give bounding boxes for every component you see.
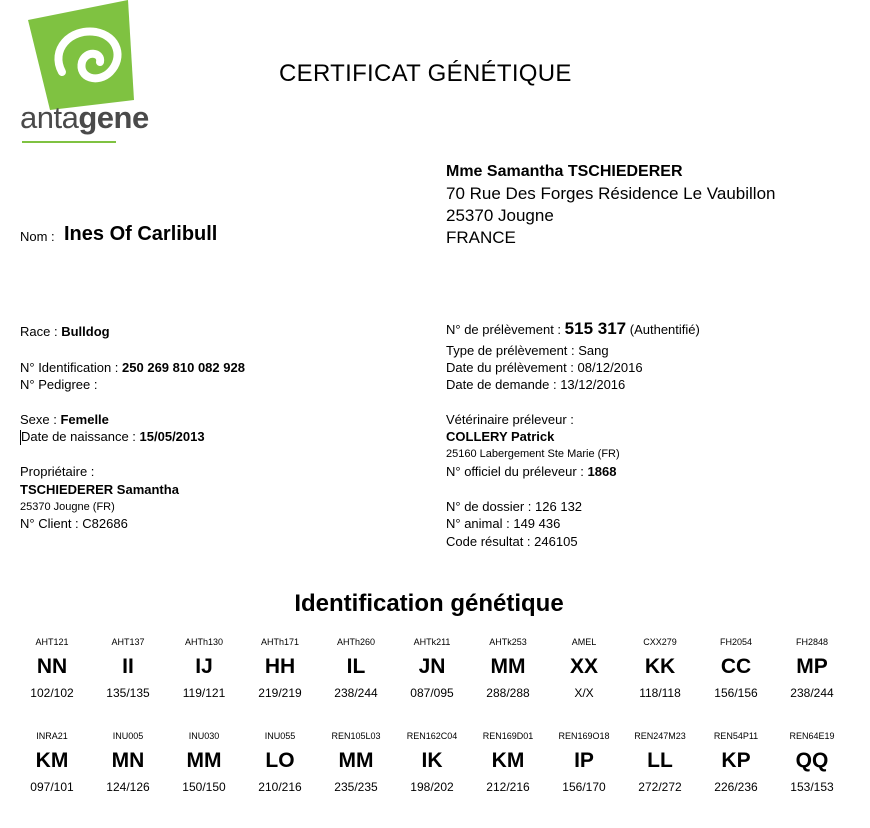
veterinaire-label: Vétérinaire préleveur : bbox=[446, 412, 574, 427]
marker-name: AHTk211 bbox=[413, 637, 451, 647]
client-field: N° Client : C82686 bbox=[20, 516, 128, 531]
address-line2: 25370 Jougne bbox=[446, 206, 554, 225]
race-field: Race : Bulldog bbox=[20, 324, 110, 339]
genotype-value: NN bbox=[36, 655, 68, 678]
genotype-value: MN bbox=[111, 749, 145, 772]
marker-name: REN162C04 bbox=[406, 731, 458, 741]
allele-sizes: 226/236 bbox=[714, 780, 758, 794]
genotype-value: JN bbox=[418, 655, 446, 678]
marker-name: INU055 bbox=[264, 731, 296, 741]
marker-name: REN169O18 bbox=[558, 731, 610, 741]
allele-sizes: 235/235 bbox=[334, 780, 378, 794]
genotype-value: KM bbox=[491, 749, 525, 772]
marker-name: AMEL bbox=[571, 637, 597, 647]
marker-name: AHTh130 bbox=[184, 637, 224, 647]
genotype-row-2 bbox=[14, 729, 850, 795]
genotype-cell bbox=[698, 729, 774, 795]
genotype-cell bbox=[242, 635, 318, 701]
genotype-value: LO bbox=[265, 749, 295, 772]
marker-name: REN105L03 bbox=[331, 731, 381, 741]
allele-sizes: X/X bbox=[574, 686, 594, 700]
type-prelevement-field: Type de prélèvement : Sang bbox=[446, 343, 609, 358]
genotype-cell bbox=[394, 729, 470, 795]
genotype-cell bbox=[470, 635, 546, 701]
proprietaire-label: Propriétaire : bbox=[20, 464, 95, 479]
genotype-cell bbox=[242, 729, 318, 795]
nom-label: Nom : bbox=[20, 229, 55, 244]
genotype-cell bbox=[698, 635, 774, 701]
allele-sizes: 102/102 bbox=[30, 686, 74, 700]
genotype-cell bbox=[394, 635, 470, 701]
genotype-value: HH bbox=[264, 655, 296, 678]
marker-name: AHTh171 bbox=[260, 637, 300, 647]
naissance-field: Date de naissance : 15/05/2013 bbox=[21, 429, 205, 444]
genotype-value: CC bbox=[720, 655, 752, 678]
allele-sizes: 238/244 bbox=[790, 686, 834, 700]
allele-sizes: 219/219 bbox=[258, 686, 302, 700]
genotype-value: MM bbox=[490, 655, 526, 678]
document-title: CERTIFICAT GÉNÉTIQUE bbox=[279, 60, 572, 87]
genotype-cell bbox=[546, 729, 622, 795]
genotype-cell bbox=[90, 729, 166, 795]
genotype-value: MM bbox=[338, 749, 374, 772]
allele-sizes: 212/216 bbox=[486, 780, 530, 794]
dog-name: Ines Of Carlibull bbox=[64, 223, 218, 245]
genotype-cell bbox=[90, 635, 166, 701]
veterinaire-city: 25160 Labergement Ste Marie (FR) bbox=[446, 448, 620, 460]
allele-sizes: 150/150 bbox=[182, 780, 226, 794]
genotype-cell bbox=[546, 635, 622, 701]
genotype-cell bbox=[318, 729, 394, 795]
genotype-cell bbox=[14, 729, 90, 795]
marker-name: REN247M23 bbox=[634, 731, 686, 741]
genotype-cell bbox=[622, 635, 698, 701]
genotype-value: IJ bbox=[195, 655, 213, 678]
address-line1: 70 Rue Des Forges Résidence Le Vaubillon bbox=[446, 184, 776, 203]
marker-name: FH2054 bbox=[719, 637, 753, 647]
allele-sizes: 272/272 bbox=[638, 780, 682, 794]
genotype-value: KM bbox=[35, 749, 69, 772]
genotype-value: KP bbox=[721, 749, 751, 772]
marker-name: AHT121 bbox=[35, 637, 69, 647]
allele-sizes: 210/216 bbox=[258, 780, 302, 794]
genotype-cell bbox=[622, 729, 698, 795]
marker-name: INU005 bbox=[112, 731, 144, 741]
genotype-cell bbox=[470, 729, 546, 795]
allele-sizes: 153/153 bbox=[790, 780, 834, 794]
animal-field: N° animal : 149 436 bbox=[446, 516, 561, 531]
address-country: FRANCE bbox=[446, 228, 516, 247]
allele-sizes: 238/244 bbox=[334, 686, 378, 700]
allele-sizes: 156/156 bbox=[714, 686, 758, 700]
genotype-value: IL bbox=[346, 655, 366, 678]
genotype-cell bbox=[318, 635, 394, 701]
genotype-value: II bbox=[122, 655, 134, 678]
genotype-value: IK bbox=[421, 749, 443, 772]
address-name: Mme Samantha TSCHIEDERER bbox=[446, 163, 683, 180]
genotype-cell bbox=[774, 729, 850, 795]
date-prelevement-field: Date du prélèvement : 08/12/2016 bbox=[446, 360, 643, 375]
allele-sizes: 135/135 bbox=[106, 686, 150, 700]
proprietaire-city: 25370 Jougne (FR) bbox=[20, 501, 115, 513]
marker-name: FH2848 bbox=[795, 637, 829, 647]
marker-name: CXX279 bbox=[643, 637, 677, 647]
prelevement-field: N° de prélèvement : 515 317 (Authentifié) bbox=[446, 319, 700, 338]
allele-sizes: 097/101 bbox=[30, 780, 74, 794]
pedigree-field: N° Pedigree : bbox=[20, 377, 98, 392]
genotype-cell bbox=[166, 635, 242, 701]
marker-name: INRA21 bbox=[36, 731, 68, 741]
genotype-value: LL bbox=[647, 749, 673, 772]
genotype-value: QQ bbox=[795, 749, 829, 772]
dossier-field: N° de dossier : 126 132 bbox=[446, 499, 583, 514]
marker-name: AHTk253 bbox=[489, 637, 527, 647]
marker-name: INU030 bbox=[188, 731, 220, 741]
genotype-cell bbox=[14, 635, 90, 701]
genotype-value: XX bbox=[569, 655, 598, 678]
preleveur-number-field: N° officiel du préleveur : 1868 bbox=[446, 464, 617, 479]
marker-name: AHT137 bbox=[111, 637, 145, 647]
genotype-value: MM bbox=[186, 749, 222, 772]
marker-name: REN64E19 bbox=[789, 731, 835, 741]
date-demande-field: Date de demande : 13/12/2016 bbox=[446, 377, 626, 392]
allele-sizes: 087/095 bbox=[410, 686, 454, 700]
allele-sizes: 124/126 bbox=[106, 780, 150, 794]
genotype-value: IP bbox=[574, 749, 594, 772]
genotype-value: KK bbox=[644, 655, 676, 678]
proprietaire-name: TSCHIEDERER Samantha bbox=[20, 482, 179, 497]
logo-wordmark: antagene bbox=[20, 100, 149, 135]
allele-sizes: 118/118 bbox=[639, 686, 681, 700]
section-title: Identification génétique bbox=[294, 590, 564, 617]
veterinaire-name: COLLERY Patrick bbox=[446, 429, 555, 444]
allele-sizes: 198/202 bbox=[410, 780, 454, 794]
code-resultat-field: Code résultat : 246105 bbox=[446, 534, 578, 549]
genotype-cell bbox=[774, 635, 850, 701]
marker-name: REN54P11 bbox=[713, 731, 759, 741]
allele-sizes: 156/170 bbox=[562, 780, 606, 794]
allele-sizes: 119/121 bbox=[182, 686, 226, 700]
genotype-cell bbox=[166, 729, 242, 795]
genotype-row-1 bbox=[14, 635, 850, 701]
marker-name: AHTh260 bbox=[336, 637, 376, 647]
genotype-value: MP bbox=[796, 655, 828, 678]
allele-sizes: 288/288 bbox=[486, 686, 530, 700]
identification-field: N° Identification : 250 269 810 082 928 bbox=[20, 360, 245, 375]
sexe-field: Sexe : Femelle bbox=[20, 412, 109, 427]
logo-underline bbox=[22, 141, 116, 143]
marker-name: REN169D01 bbox=[482, 731, 534, 741]
